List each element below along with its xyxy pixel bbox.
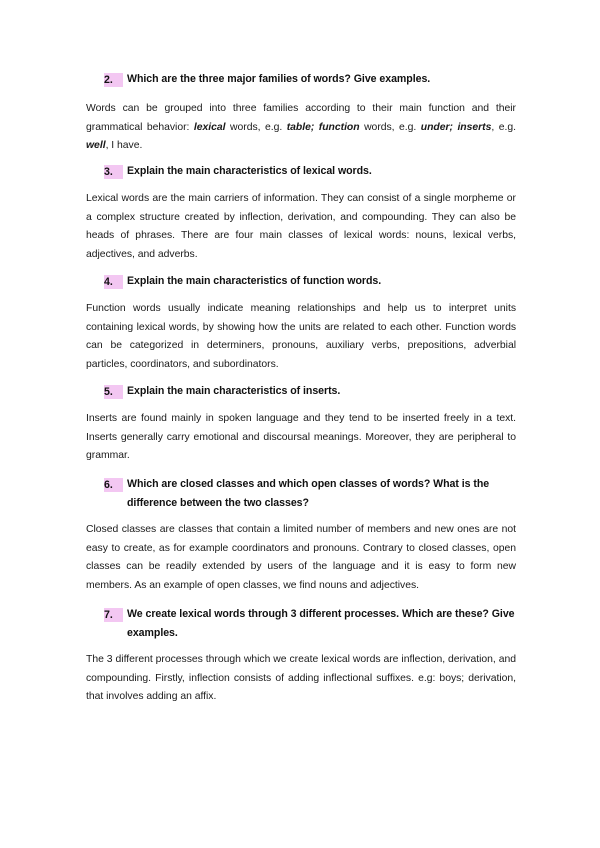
- question-heading: [104, 70, 516, 89]
- question-title: We create lexical words through 3 different processes. Which are these? Give examples.: [127, 608, 515, 639]
- question-title: Explain the main characteristics of lexical words.: [127, 165, 372, 177]
- question-heading: [104, 475, 516, 513]
- question-number: 3.: [104, 165, 123, 179]
- question-block-6: [86, 475, 516, 595]
- answer-emphasis: under; inserts: [420, 121, 492, 133]
- answer-paragraph: Inserts are found mainly in spoken language and they tend to be inserted freely in a text. Inserts generally carry emotional and discoursal meanings. Moreover, they are peripheral to grammar.: [86, 413, 516, 461]
- question-block-5: [86, 382, 516, 466]
- question-number: 4.: [104, 275, 123, 289]
- question-number: 7.: [104, 608, 123, 622]
- answer-paragraph: The 3 different processes through which we create lexical words are inflection, derivation, and compounding. Firstly, inflection consists of adding inflectional suffixes. e.g: boys; derivation, that involves adding an affix.: [86, 654, 516, 702]
- answer-text: , I have.: [105, 140, 143, 151]
- question-heading: [104, 162, 516, 181]
- answer-emphasis: well: [86, 140, 106, 151]
- answer-emphasis: table; function: [286, 121, 360, 133]
- question-title: Which are closed classes and which open classes of words? What is the difference between the two classes?: [127, 478, 490, 509]
- answer-paragraph: [86, 100, 516, 156]
- question-heading: [104, 605, 516, 643]
- question-number: 5.: [104, 385, 123, 399]
- answer-paragraph: Closed classes are classes that contain a limited number of members and new ones are not easy to create, as for example coordinators and pronouns. Contrary to closed classes, open classes can be readily extended by users of the language and it is easy to form new members. As an example of open classes, we find nouns and adjectives.: [86, 524, 516, 591]
- answer-text: Words can be grouped into three families according to their main function and their grammatical behavior:: [86, 103, 516, 133]
- answer-paragraph: Lexical words are the main carriers of information. They can consist of a single morpheme or a complex structure created by inflection, derivation, and compounding. They can also be heads of phrases. There are four main classes of lexical words: nouns, lexical verbs, adjectives, and adverbs.: [86, 193, 516, 260]
- question-heading: [104, 382, 516, 401]
- question-title: Explain the main characteristics of inserts.: [127, 385, 341, 397]
- question-title: Explain the main characteristics of function words.: [127, 275, 382, 287]
- answer-text: words, e.g.: [225, 121, 287, 133]
- question-block-4: [86, 272, 516, 374]
- question-number: 2.: [104, 73, 123, 87]
- answer-emphasis: lexical: [193, 121, 226, 133]
- question-title: Which are the three major families of words? Give examples.: [127, 73, 431, 85]
- question-block-3: [86, 162, 516, 264]
- answer-text: , e.g.: [491, 121, 516, 133]
- question-block-2: [86, 70, 516, 156]
- question-block-7: [86, 605, 516, 707]
- answer-paragraph: Function words usually indicate meaning relationships and help us to interpret units containing lexical words, by showing how the units are related to each other. Function words can be categorized in determiners, pronouns, auxiliary verbs, prepositions, adverbial particles, coordinators, and subordinators.: [86, 303, 516, 370]
- answer-text: words, e.g.: [359, 121, 421, 133]
- question-heading: [104, 272, 516, 291]
- question-number: 6.: [104, 478, 123, 492]
